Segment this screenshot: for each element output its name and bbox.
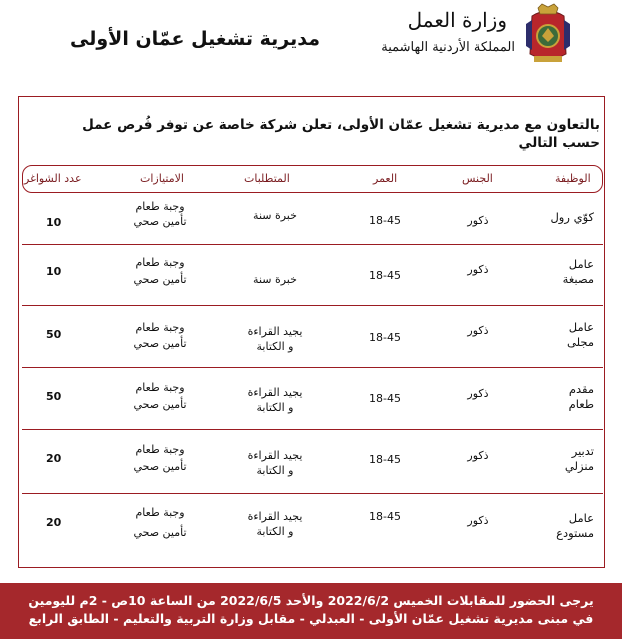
footer-line-dates: يرجى الحضور للمقابلات الخميس 2022/6/2 والأحد 2022/6/5 من الساعة 10ص - 2م لليومين [28, 593, 594, 608]
cell-vacancies: 10 [46, 216, 62, 229]
cell-job: عامل [568, 320, 594, 334]
jordan-coat-of-arms-icon [520, 2, 576, 68]
cell-vacancies: 50 [46, 390, 62, 403]
cell-job: منزلي [564, 459, 594, 473]
cell-benefits: تأمين صحي [133, 337, 187, 350]
cell-job: مستودع [556, 526, 594, 540]
cell-job: مجلى [567, 335, 594, 349]
ministry-logo-text [365, 6, 515, 68]
cell-age: 18-45 [369, 214, 401, 227]
cell-benefits: وجبة طعام [135, 381, 185, 394]
cell-gender: ذكور [467, 514, 489, 527]
cell-requirements: و الكتابة [256, 464, 294, 477]
cell-requirements: خبرة سنة [253, 209, 297, 222]
cell-benefits: تأمين صحي [133, 460, 187, 473]
cell-gender: ذكور [467, 263, 489, 276]
cell-job: عامل [568, 257, 594, 271]
cell-job: كوّي رول [550, 210, 594, 224]
cell-requirements: خبرة سنة [253, 273, 297, 286]
announcement-intro: بالتعاون مع مديرية تشغيل عمّان الأولى، تعلن شركة خاصة عن توفر فُرص عمل حسب التالي [82, 117, 600, 151]
cell-age: 18-45 [369, 331, 401, 344]
row-divider [22, 493, 603, 494]
cell-vacancies: 20 [46, 516, 62, 529]
cell-requirements: يجيد القراءة [247, 325, 303, 338]
cell-requirements: يجيد القراءة [247, 386, 303, 399]
kingdom-name: المملكة الأردنية الهاشمية [381, 40, 515, 55]
cell-benefits: تأمين صحي [133, 398, 187, 411]
row-divider [22, 367, 603, 368]
cell-benefits: وجبة طعام [135, 443, 185, 456]
cell-job: مصبغة [562, 272, 594, 286]
cell-job: عامل [568, 511, 594, 525]
cell-vacancies: 50 [46, 328, 62, 341]
header-gender: الجنس [462, 172, 493, 185]
row-divider [22, 305, 603, 306]
header-requirements: المتطلبات [244, 172, 290, 185]
interview-notice-footer [0, 583, 622, 639]
cell-gender: ذكور [467, 449, 489, 462]
cell-benefits: وجبة طعام [135, 200, 185, 213]
row-divider [22, 244, 603, 245]
page-header [0, 0, 622, 80]
cell-age: 18-45 [369, 510, 401, 523]
cell-age: 18-45 [369, 453, 401, 466]
cell-benefits: تأمين صحي [133, 526, 187, 539]
cell-benefits: وجبة طعام [135, 256, 185, 269]
header-benefits: الامتيازات [140, 172, 184, 185]
cell-gender: ذكور [467, 214, 489, 227]
cell-requirements: يجيد القراءة [247, 449, 303, 462]
cell-job: مقدم [568, 382, 594, 396]
table-header [22, 165, 603, 193]
cell-gender: ذكور [467, 387, 489, 400]
header-age: العمر [373, 172, 398, 185]
cell-requirements: و الكتابة [256, 340, 294, 353]
page-title: مديرية تشغيل عمّان الأولى [70, 28, 320, 50]
cell-age: 18-45 [369, 269, 401, 282]
cell-gender: ذكور [467, 324, 489, 337]
cell-vacancies: 10 [46, 265, 62, 278]
cell-benefits: تأمين صحي [133, 273, 187, 286]
ministry-name: وزارة العمل [407, 8, 507, 32]
cell-benefits: وجبة طعام [135, 506, 185, 519]
footer-line-location: في مبنى مديرية تشغيل عمّان الأولى - العبدلي - مقابل وزارة التربية والتعليم - الطابق الرابع [28, 611, 594, 626]
cell-benefits: تأمين صحي [133, 215, 187, 228]
cell-age: 18-45 [369, 392, 401, 405]
cell-requirements: يجيد القراءة [247, 510, 303, 523]
header-vacancies: عدد الشواغر [24, 172, 82, 185]
cell-requirements: و الكتابة [256, 525, 294, 538]
cell-requirements: و الكتابة [256, 401, 294, 414]
cell-benefits: وجبة طعام [135, 321, 185, 334]
cell-vacancies: 20 [46, 452, 62, 465]
row-divider [22, 429, 603, 430]
cell-job: طعام [568, 397, 594, 411]
cell-job: تدبير [571, 444, 594, 458]
header-job: الوظيفة [555, 172, 591, 185]
